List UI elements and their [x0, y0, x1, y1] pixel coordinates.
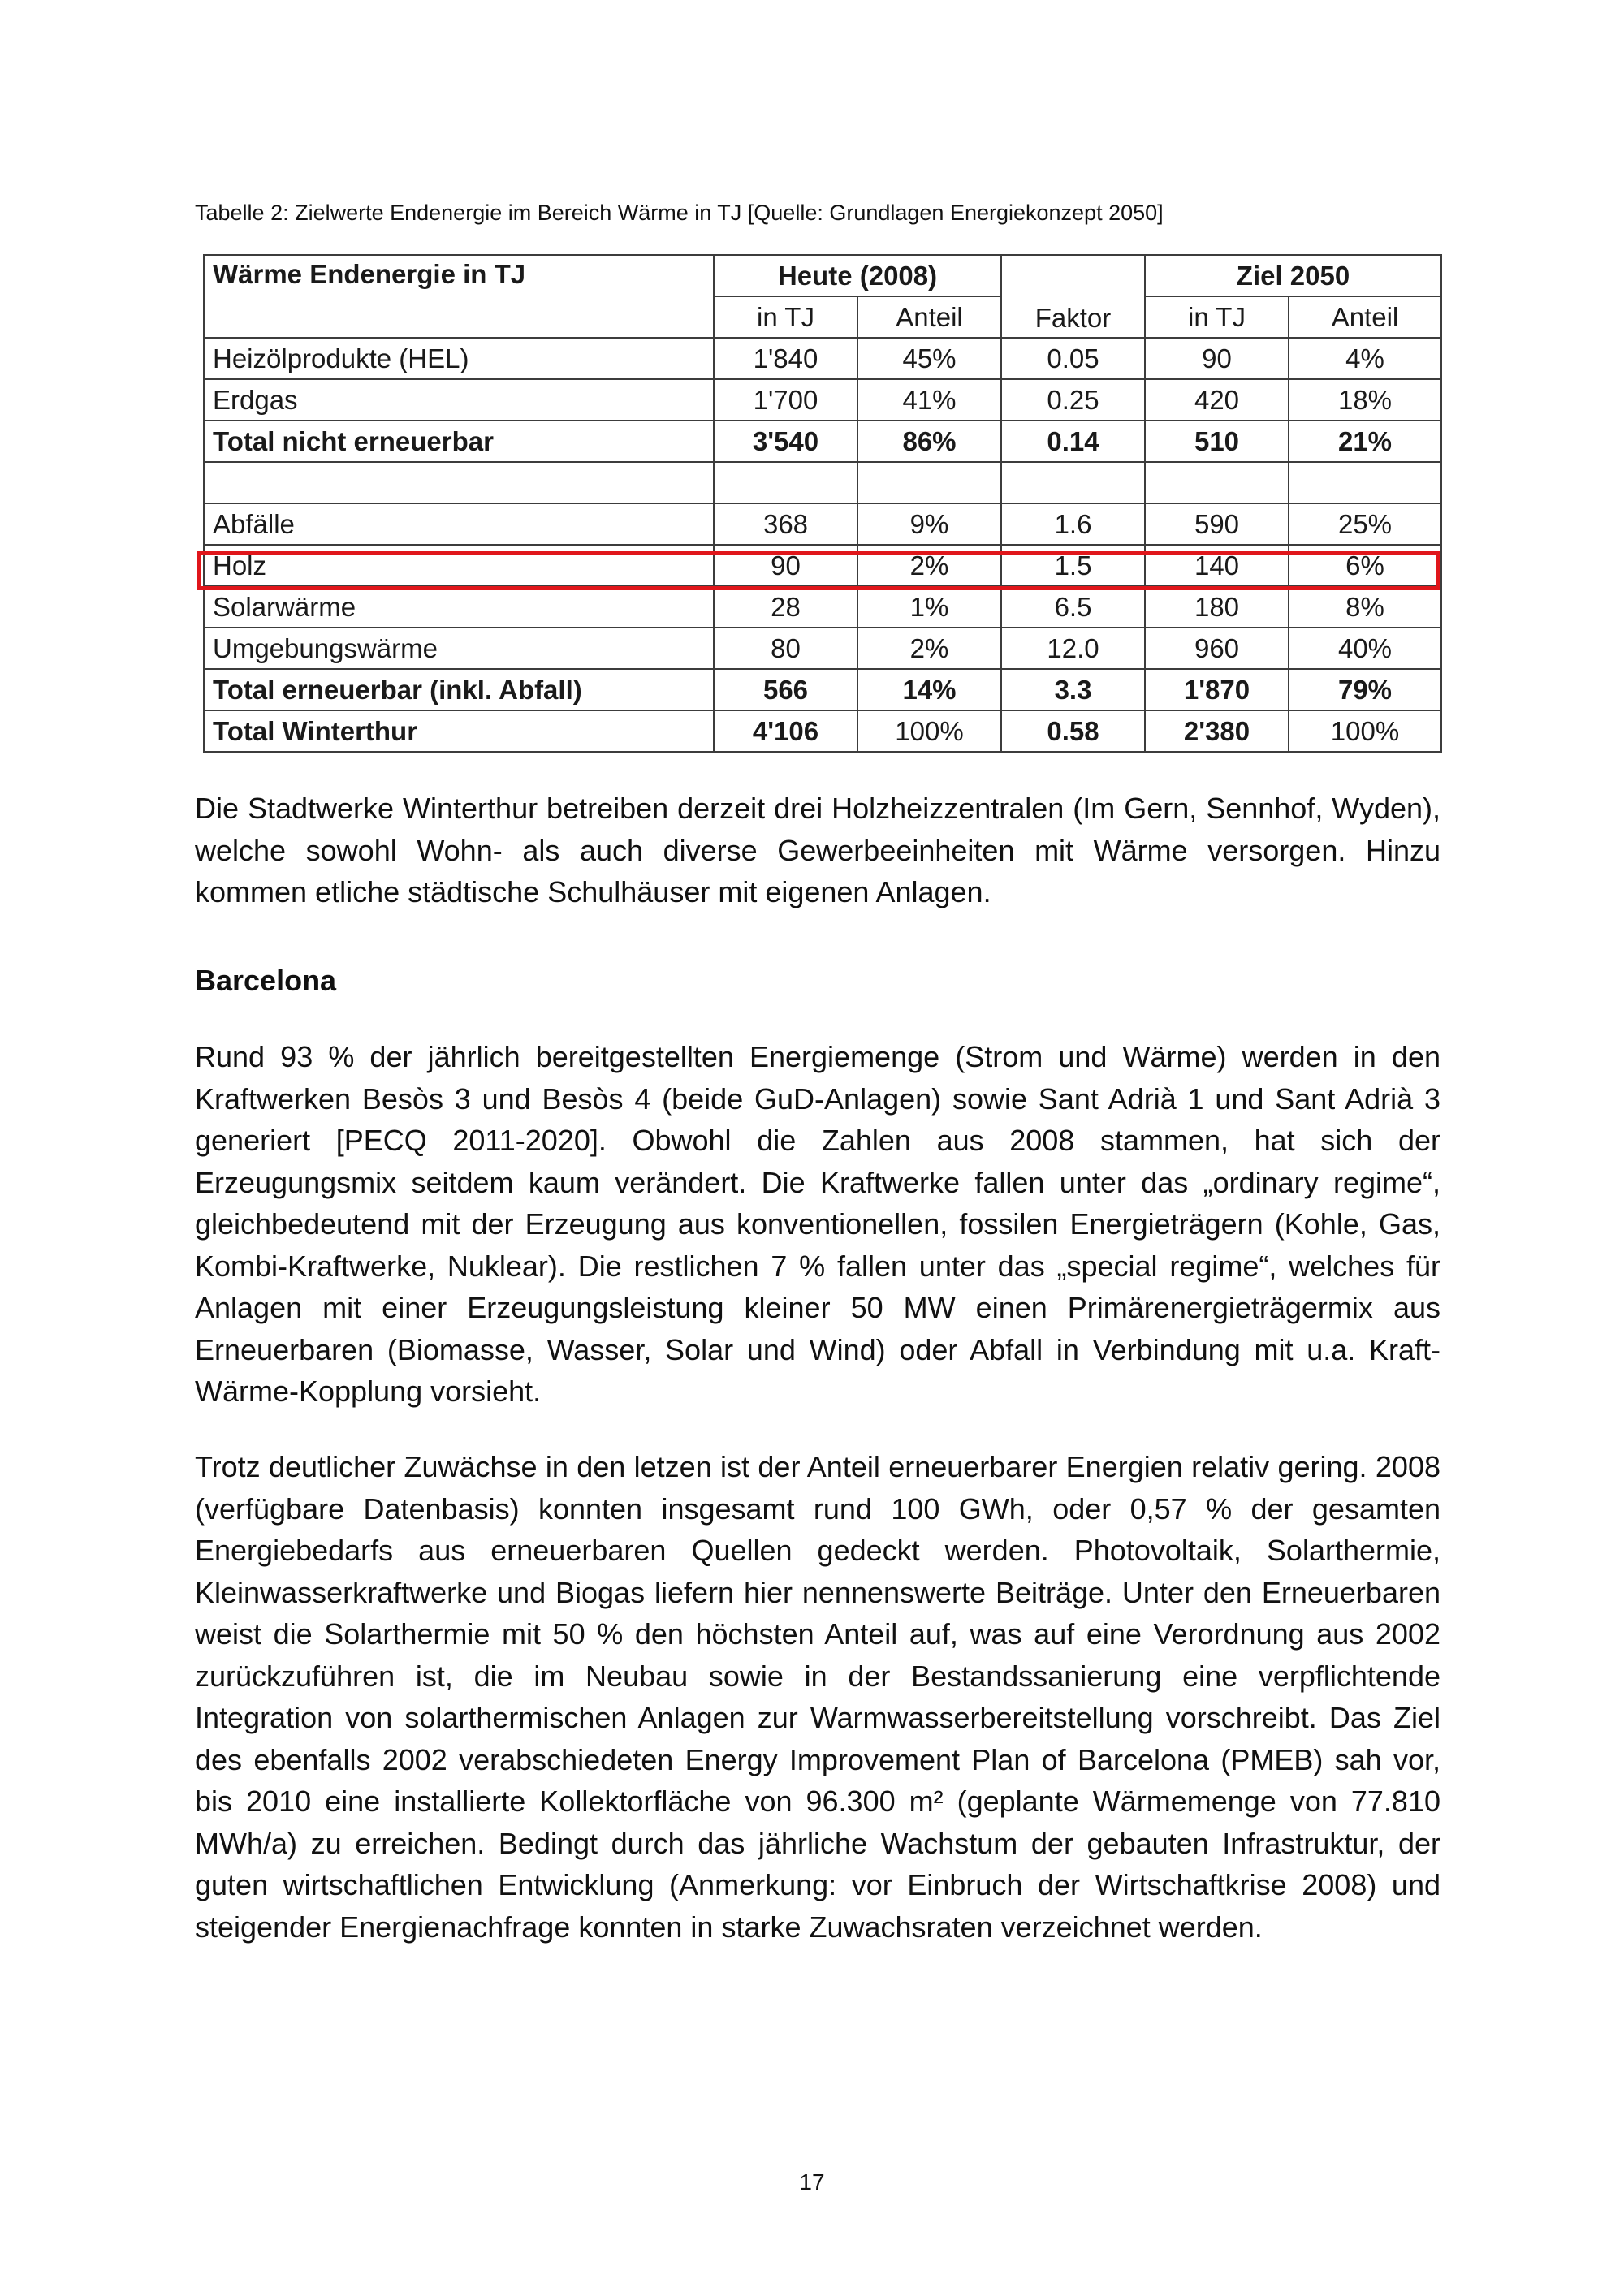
- row-label: Erdgas: [204, 379, 714, 421]
- row-label: Abfälle: [204, 503, 714, 545]
- cell-heute-tj: 1'700: [714, 379, 857, 421]
- cell-ziel-anteil: 8%: [1289, 586, 1441, 628]
- paragraph-barcelona-energy: Rund 93 % der jährlich bereitgestellten Energiemenge (Strom und Wärme) werden in den Kraftwerken Besòs 3 und Besòs 4 (beide GuD-Anlagen) sowie Sant Adrià 1 und Sant Adrià 3 generiert [PECQ 2011-2020]. Obwohl die Zahlen aus 2008 stammen, hat sich der Erzeugungsmix seitdem kaum verändert. Die Kraftwerke fallen unter das „ordinary regime“, gleichbedeutend mit der Erzeugung aus konventionellen, fossilen Energieträgern (Kohle, Gas, Kombi-Kraftwerke, Nuklear). Die restlichen 7 % fallen unter das „special regime“, welches für Anlagen mit einer Erzeugungsleistung kleiner 50 MW einen Primärenergieträgermix aus Erneuerbaren (Biomasse, Wasser, Solar und Wind) oder Abfall in Verbindung mit u.a. Kraft-Wärme-Kopplung vorsieht.: [195, 1040, 1440, 1408]
- group-heute-header: Heute (2008): [714, 255, 1001, 296]
- cell-ziel-tj: 1'870: [1145, 669, 1289, 710]
- cell-ziel-anteil: 4%: [1289, 338, 1441, 379]
- cell-heute-tj: 80: [714, 628, 857, 669]
- empty-cell: [1001, 462, 1145, 503]
- col-ziel-anteil-header: Anteil: [1289, 296, 1441, 338]
- group-ziel-header: Ziel 2050: [1145, 255, 1441, 296]
- paragraph-barcelona-renewables: Trotz deutlicher Zuwächse in den letzen ist der Anteil erneuerbarer Energien relativ gering. 2008 (verfügbare Datenbasis) konnten insgesamt rund 100 GWh, oder 0,57 % der gesamten Energiebedarfs aus erneuerbaren Quellen gedeckt werden. Photovoltaik, Solarthermie, Kleinwasserkraftwerke und Biogas liefern hier nennenswerte Beiträge. Unter den Erneuerbaren weist die Solarthermie mit 50 % den höchsten Anteil auf, was auf eine Verordnung aus 2002 zurückzuführen ist, die im Neubau sowie in der Bestandssanierung eine verpflichtende Integration von solarthermischen Anlagen zur Warmwasserbereitstellung vorschreibt. Das Ziel des ebenfalls 2002 verabschiedeten Energy Improvement Plan of Barcelona (PMEB) sah vor, bis 2010 eine installierte Kollektorfläche von 96.300 m² (geplante Wärmemenge von 77.810 MWh/a) zu erreichen. Bedingt durch das jährliche Wachstum der gebauten Infrastruktur, der guten wirtschaftlichen Entwicklung (Anmerkung: vor Einbruch der Wirtschaftkrise 2008) und steigender Energienachfrage konnten in starke Zuwachsraten verzeichnet werden.: [195, 1450, 1440, 1944]
- table-header-row: [204, 255, 1441, 296]
- cell-heute-anteil: 45%: [857, 338, 1001, 379]
- table-row: [204, 628, 1441, 669]
- table-row: [204, 503, 1441, 545]
- row-label: Solarwärme: [204, 586, 714, 628]
- cell-ziel-tj: 590: [1145, 503, 1289, 545]
- table-row-total: [204, 669, 1441, 710]
- cell-heute-tj: 4'106: [714, 710, 857, 752]
- energy-table-container: [203, 254, 1440, 753]
- col-heute-tj-header: in TJ: [714, 296, 857, 338]
- row-label: Total Winterthur: [204, 710, 714, 752]
- cell-heute-tj: 1'840: [714, 338, 857, 379]
- cell-faktor: 1.5: [1001, 545, 1145, 586]
- cell-faktor: 6.5: [1001, 586, 1145, 628]
- cell-faktor: 0.14: [1001, 421, 1145, 462]
- cell-heute-tj: 28: [714, 586, 857, 628]
- col-ziel-tj-header: in TJ: [1145, 296, 1289, 338]
- cell-ziel-anteil: 21%: [1289, 421, 1441, 462]
- cell-ziel-anteil: 6%: [1289, 545, 1441, 586]
- cell-heute-anteil: 9%: [857, 503, 1001, 545]
- cell-faktor: 1.6: [1001, 503, 1145, 545]
- cell-ziel-anteil: 40%: [1289, 628, 1441, 669]
- empty-cell: [204, 462, 714, 503]
- cell-ziel-tj: 2'380: [1145, 710, 1289, 752]
- table-row-grand-total: [204, 710, 1441, 752]
- cell-ziel-tj: 960: [1145, 628, 1289, 669]
- empty-cell: [1289, 462, 1441, 503]
- empty-cell: [1145, 462, 1289, 503]
- cell-ziel-tj: 140: [1145, 545, 1289, 586]
- row-label: Total erneuerbar (inkl. Abfall): [204, 669, 714, 710]
- cell-heute-tj: 566: [714, 669, 857, 710]
- cell-faktor: 12.0: [1001, 628, 1145, 669]
- table-row: [204, 586, 1441, 628]
- row-label: Total nicht erneuerbar: [204, 421, 714, 462]
- heading-barcelona: Barcelona: [195, 964, 337, 997]
- cell-ziel-tj: 90: [1145, 338, 1289, 379]
- cell-ziel-anteil: 25%: [1289, 503, 1441, 545]
- cell-heute-anteil: 2%: [857, 545, 1001, 586]
- row-label: Holz: [204, 545, 714, 586]
- col-heute-anteil-header: Anteil: [857, 296, 1001, 338]
- col-faktor-header: Faktor: [1001, 255, 1145, 338]
- cell-heute-anteil: 1%: [857, 586, 1001, 628]
- cell-faktor: 0.05: [1001, 338, 1145, 379]
- cell-faktor: 0.25: [1001, 379, 1145, 421]
- energy-table: [203, 254, 1442, 753]
- table-row: [204, 338, 1441, 379]
- cell-heute-anteil: 14%: [857, 669, 1001, 710]
- table-title: Wärme Endenergie in TJ: [204, 255, 714, 338]
- cell-faktor: 0.58: [1001, 710, 1145, 752]
- paragraph-winterthur: Die Stadtwerke Winterthur betreiben derzeit drei Holzheizzentralen (Im Gern, Sennhof, Wyden), welche sowohl Wohn- als auch diverse Gewerbeeinheiten mit Wärme versorgen. Hinzu kommen etliche städtische Schulhäuser mit eigenen Anlagen.: [195, 792, 1440, 908]
- cell-heute-tj: 90: [714, 545, 857, 586]
- cell-heute-anteil: 2%: [857, 628, 1001, 669]
- cell-ziel-tj: 510: [1145, 421, 1289, 462]
- table-row-total: [204, 421, 1441, 462]
- cell-faktor: 3.3: [1001, 669, 1145, 710]
- cell-heute-tj: 368: [714, 503, 857, 545]
- table-row-highlighted: [204, 545, 1441, 586]
- empty-cell: [857, 462, 1001, 503]
- page-number: 17: [799, 2169, 825, 2195]
- cell-heute-anteil: 41%: [857, 379, 1001, 421]
- table-row: [204, 379, 1441, 421]
- cell-heute-anteil: 100%: [857, 710, 1001, 752]
- table-caption: Tabelle 2: Zielwerte Endenergie im Bereich Wärme in TJ [Quelle: Grundlagen Energiekonzept 2050]: [195, 201, 1164, 225]
- cell-ziel-tj: 420: [1145, 379, 1289, 421]
- row-label: Heizölprodukte (HEL): [204, 338, 714, 379]
- cell-ziel-anteil: 18%: [1289, 379, 1441, 421]
- table-spacer-row: [204, 462, 1441, 503]
- cell-heute-anteil: 86%: [857, 421, 1001, 462]
- cell-ziel-tj: 180: [1145, 586, 1289, 628]
- row-label: Umgebungswärme: [204, 628, 714, 669]
- empty-cell: [714, 462, 857, 503]
- cell-heute-tj: 3'540: [714, 421, 857, 462]
- cell-ziel-anteil: 100%: [1289, 710, 1441, 752]
- cell-ziel-anteil: 79%: [1289, 669, 1441, 710]
